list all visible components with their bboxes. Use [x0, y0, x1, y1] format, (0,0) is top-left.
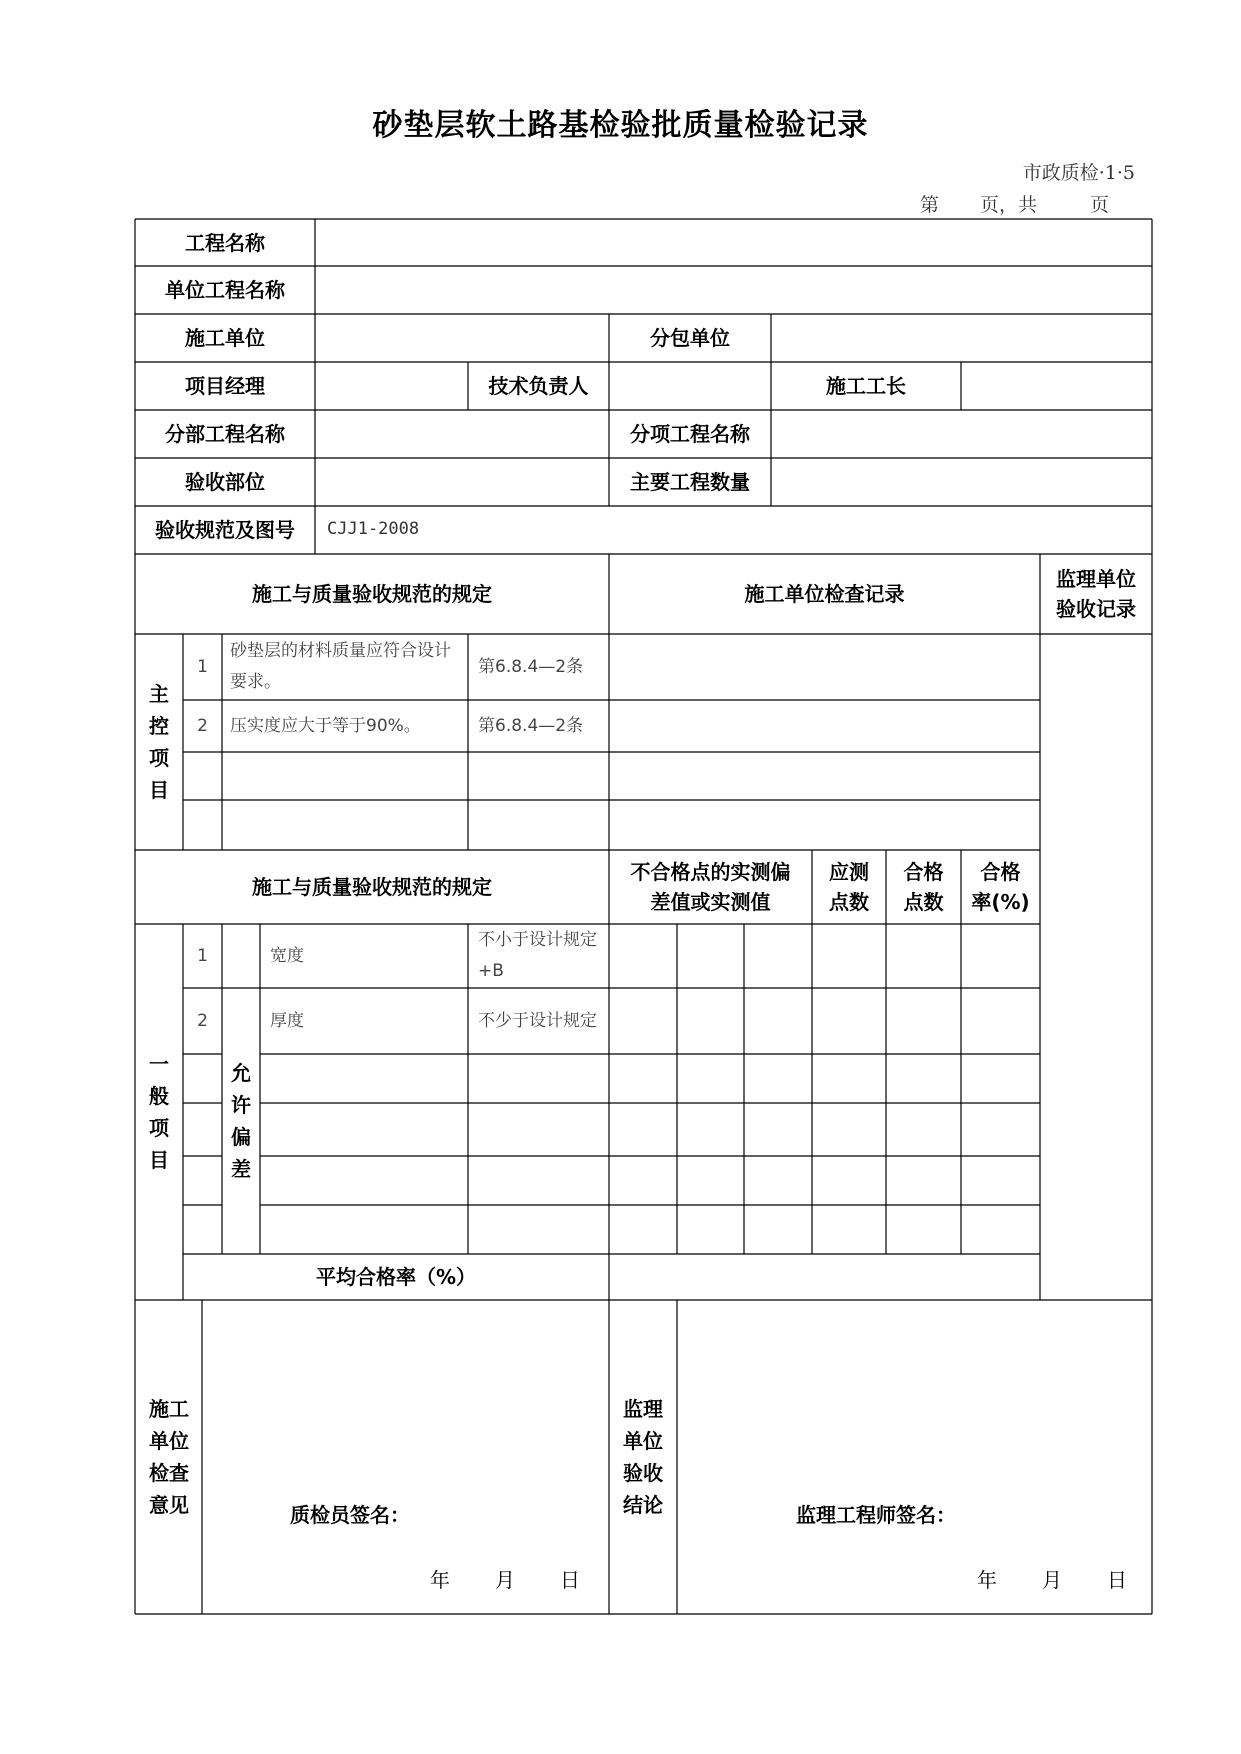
deviation-header: 不合格点的实测偏差值或实测值: [630, 860, 791, 914]
main-item-2-clause: 第6.8.4—2条: [478, 715, 584, 736]
label-subcontractor: 分包单位: [650, 326, 730, 350]
general-item-2-no: 2: [197, 1010, 208, 1031]
main-item-1-desc: 砂垫层的材料质量应符合设计要求。: [230, 641, 451, 692]
main-item-2-no: 2: [197, 715, 208, 736]
label-construction-unit: 施工单位: [185, 326, 265, 350]
main-item-1-no: 1: [197, 656, 208, 677]
general-item-1-name: 宽度: [270, 945, 304, 966]
should-measure-header: 应测点数: [829, 860, 869, 914]
construction-sign-year: 年: [430, 1568, 450, 1592]
label-foreman: 施工工长: [826, 374, 906, 398]
engineer-signature: 监理工程师签名：: [796, 1503, 956, 1527]
section1-supervisor-record: 监理单位验收记录: [1056, 567, 1136, 621]
label-spec: 验收规范及图号: [155, 518, 295, 542]
section1-inspection-record: 施工单位检查记录: [744, 582, 905, 606]
document-title: 砂垫层软土路基检验批质量检验记录: [372, 108, 869, 143]
label-sub-division-name: 分部工程名称: [165, 422, 285, 446]
label-acceptance-part: 验收部位: [185, 470, 265, 494]
main-control-label: 主控项目: [149, 682, 169, 802]
page-ye-gong: 页，共: [980, 194, 1038, 216]
form-code: 市政质检·1·5: [1022, 162, 1135, 184]
label-tech-lead: 技术负责人: [488, 374, 589, 398]
section2-spec-rule: 施工与质量验收规范的规定: [252, 875, 492, 899]
supervisor-sign-year: 年: [977, 1568, 997, 1592]
construction-sign-day: 日: [560, 1568, 580, 1592]
general-item-label: 一般项目: [149, 1052, 169, 1172]
construction-sign-month: 月: [495, 1568, 515, 1592]
label-sub-item-name: 分项工程名称: [630, 422, 750, 446]
supervisor-sign-day: 日: [1107, 1568, 1127, 1592]
general-item-2-req: 不少于设计规定: [478, 1010, 597, 1031]
general-item-2-name: 厚度: [270, 1010, 304, 1031]
qualified-points-header: 合格点数: [903, 860, 944, 914]
qualified-rate-header: 合格率(%): [971, 860, 1030, 914]
general-item-1-req: 不小于设计规定+B: [478, 930, 597, 981]
page-di: 第: [920, 194, 940, 216]
label-project-manager: 项目经理: [185, 374, 265, 398]
average-qualified-rate: 平均合格率（%）: [315, 1265, 477, 1289]
main-item-2-desc: 压实度应大于等于90%。: [230, 715, 421, 736]
general-item-1-no: 1: [197, 945, 208, 966]
main-item-1-clause: 第6.8.4—2条: [478, 656, 584, 677]
inspector-signature: 质检员签名：: [290, 1503, 410, 1527]
label-project-name: 工程名称: [185, 230, 265, 255]
page-ye: 页: [1090, 194, 1110, 216]
allowable-deviation-label: 允许偏差: [231, 1061, 251, 1181]
label-main-quantity: 主要工程数量: [630, 470, 750, 494]
supervisor-sign-month: 月: [1042, 1568, 1062, 1592]
label-unit-project-name: 单位工程名称: [165, 278, 285, 302]
spec-value: CJJ1-2008: [327, 519, 420, 540]
construction-opinion-label: 施工单位检查意见: [149, 1397, 189, 1517]
supervisor-conclusion-label: 监理单位验收结论: [623, 1397, 663, 1517]
section1-spec-rule: 施工与质量验收规范的规定: [252, 582, 492, 606]
